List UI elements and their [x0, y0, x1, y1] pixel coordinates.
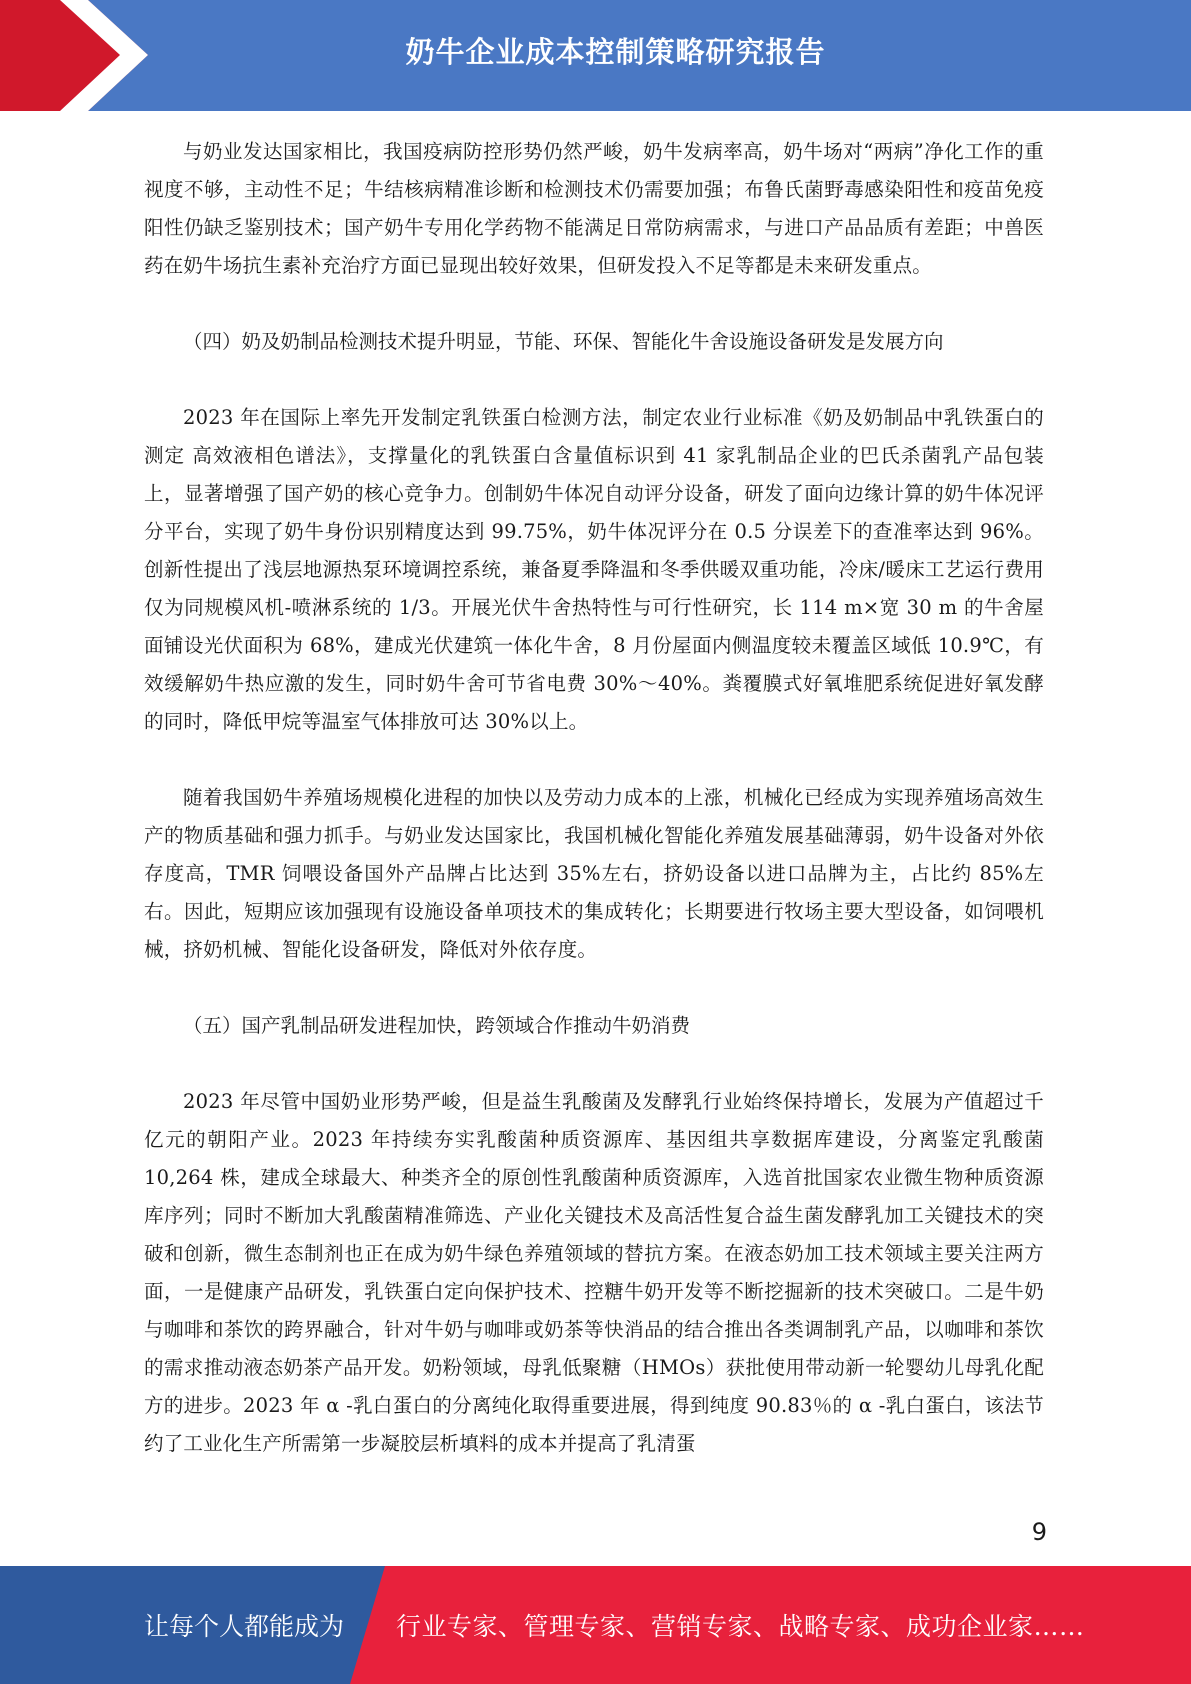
paragraph-disease-control: 与奶业发达国家相比，我国疫病防控形势仍然严峻，奶牛发病率高，奶牛场对“两病”净化工作的重视度不够，主动性不足；牛结核病精准诊断和检测技术仍需要加强；布鲁氏菌野毒感染阳性和疫苗免疫阳性仍缺乏鉴别技术；国产奶牛专用化学药物不能满足日常防病需求，与进口产品品质有差距；中兽医药在奶牛场抗生素补充治疗方面已显现出较好效果，但研发投入不足等都是未来研发重点。 [144, 140, 1044, 277]
section-heading-4: （四）奶及奶制品检测技术提升明显，节能、环保、智能化牛舍设施设备研发是发展方向 [183, 330, 944, 353]
page-header [0, 0, 1191, 111]
section-heading-5: （五）国产乳制品研发进程加快，跨领域合作推动牛奶消费 [183, 1014, 691, 1037]
paragraph-dairy-products: 2023 年尽管中国奶业形势严峻，但是益生乳酸菌及发酵乳行业始终保持增长，发展为产值超过千亿元的朝阳产业。2023 年持续夯实乳酸菌种质资源库、基因组共享数据库建设，分离鉴定乳酸菌 10,264 株，建成全球最大、种类齐全的原创性乳酸菌种质资源库，入选首批国家农业微生物种质资源库序列；同时不断加大乳酸菌精准筛选、产业化关键技术及高活性复合益生菌发酵乳加工关键技术的突破和创新，微生态制剂也正在成为奶牛绿色养殖领域的替抗方案。在液态奶加工技术领域主要关注两方面，一是健康产品研发，乳铁蛋白定向保护技术、控糖牛奶开发等不断挖掘新的技术突破口。二是牛奶与咖啡和茶饮的跨界融合，针对牛奶与咖啡或奶茶等快消品的结合推出各类调制乳产品，以咖啡和茶饮的需求推动液态奶茶产品开发。奶粉领域，母乳低聚糖（HMOs）获批使用带动新一轮婴幼儿母乳化配方的进步。2023 年 α -乳白蛋白的分离纯化取得重要进展，得到纯度 90.83％的 α -乳白蛋白，该法节约了工业化生产所需第一步凝胶层析填料的成本并提高了乳清蛋 [144, 1090, 1044, 1455]
paragraph-detection-tech: 2023 年在国际上率先开发制定乳铁蛋白检测方法，制定农业行业标准《奶及奶制品中乳铁蛋白的测定 高效液相色谱法》，支撑量化的乳铁蛋白含量值标识到 41 家乳制品企业的巴氏杀菌乳产品包装上，显著增强了国产奶的核心竞争力。创制奶牛体况自动评分设备，研发了面向边缘计算的奶牛体况评分平台，实现了奶牛身份识别精度达到 99.75%，奶牛体况评分在 0.5 分误差下的查准率达到 96%。创新性提出了浅层地源热泵环境调控系统，兼备夏季降温和冬季供暖双重功能，冷床/暖床工艺运行费用仅为同规模风机-喷淋系统的 1/3。开展光伏牛舍热特性与可行性研究，长 114 m×宽 30 m 的牛舍屋面铺设光伏面积为 68%，建成光伏建筑一体化牛舍，8 月份屋面内侧温度较未覆盖区域低 10.9℃，有效缓解奶牛热应激的发生，同时奶牛舍可节省电费 30%～40%。粪覆膜式好氧堆肥系统促进好氧发酵的同时，降低甲烷等温室气体排放可达 30%以上。 [144, 406, 1044, 733]
footer-slogan-left: 让每个人都能成为 [144, 1612, 345, 1641]
page-footer [0, 1566, 1191, 1684]
report-title: 奶牛企业成本控制策略研究报告 [405, 34, 826, 69]
page-number: 9 [1031, 1518, 1047, 1546]
document-body [144, 133, 1044, 1463]
footer-slogan-right: 行业专家、管理专家、营销专家、战略专家、成功企业家…… [396, 1612, 1085, 1641]
paragraph-mechanization: 随着我国奶牛养殖场规模化进程的加快以及劳动力成本的上涨，机械化已经成为实现养殖场高效生产的物质基础和强力抓手。与奶业发达国家比，我国机械化智能化养殖发展基础薄弱，奶牛设备对外依存度高，TMR 饲喂设备国外产品牌占比达到 35%左右，挤奶设备以进口品牌为主，占比约 85%左右。因此，短期应该加强现有设施设备单项技术的集成转化；长期要进行牧场主要大型设备，如饲喂机械，挤奶机械、智能化设备研发，降低对外依存度。 [144, 786, 1044, 961]
